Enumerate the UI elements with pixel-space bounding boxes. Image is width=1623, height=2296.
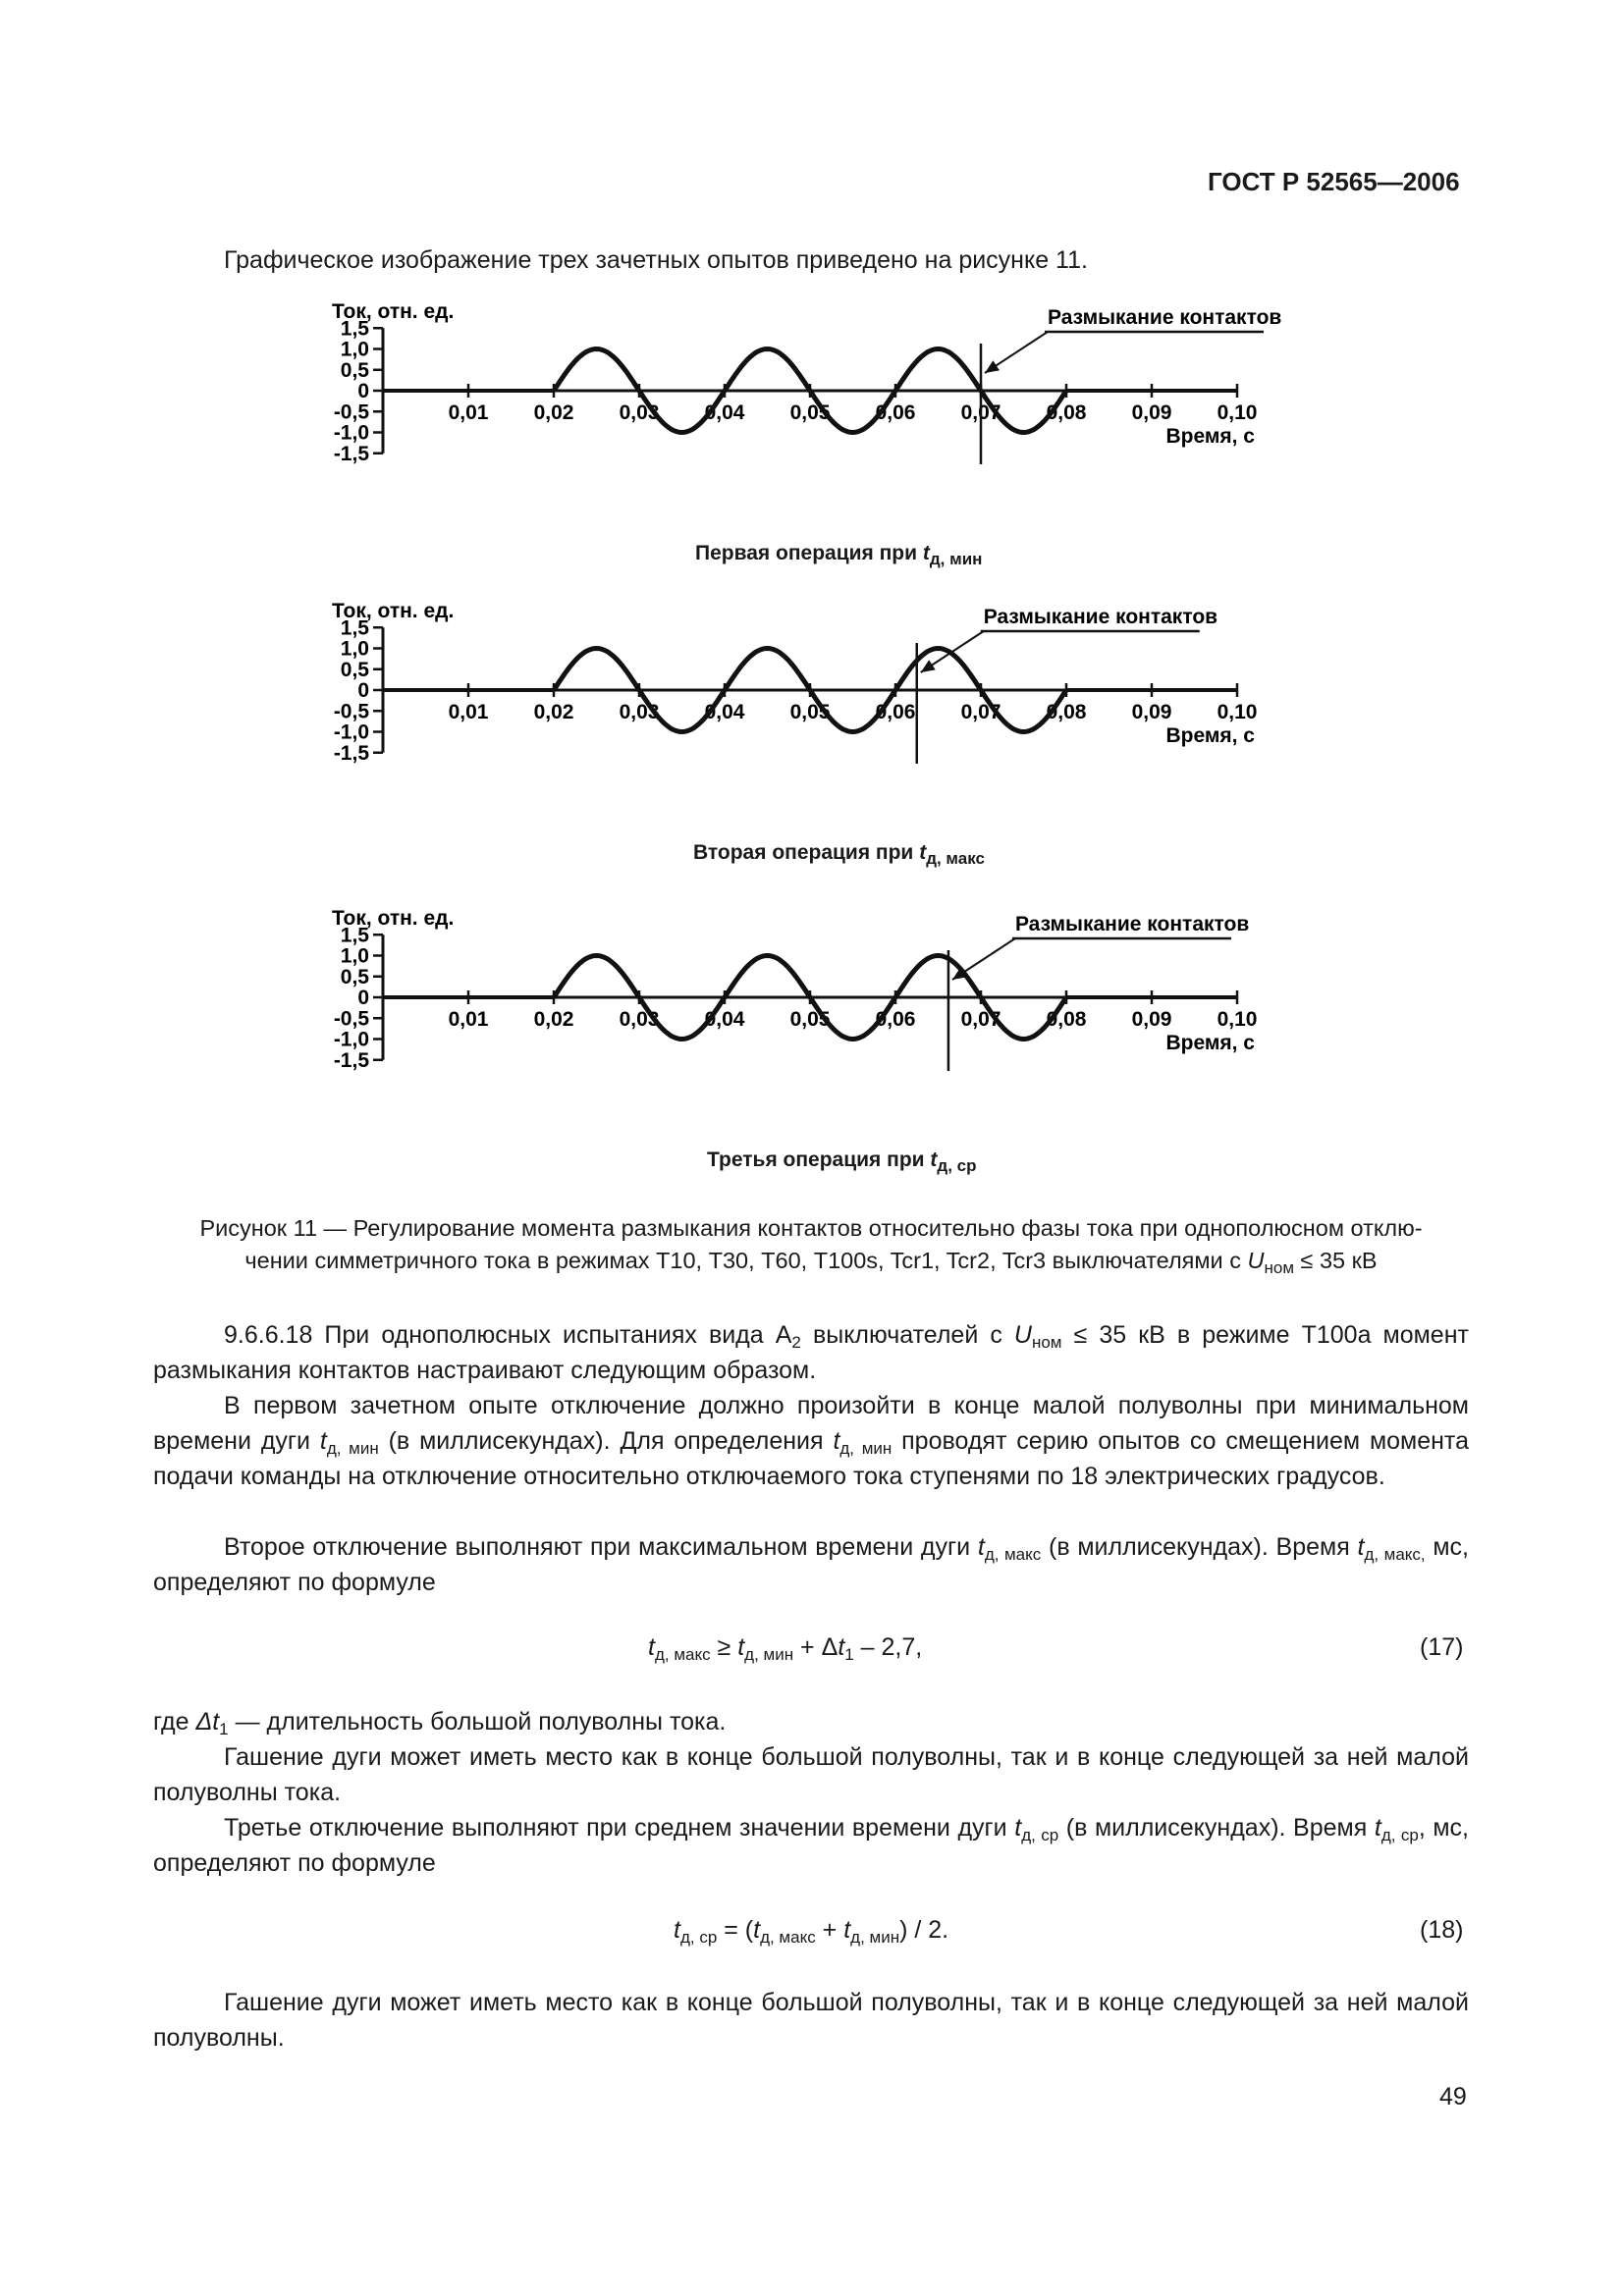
figure-caption: Рисунок 11 — Регулирование момента размыкания контактов относительно фазы тока при однополюсном отклю- чении симметричного тока в режимах Т10, Т30, Т60, Т100s, Tcr1, Tcr2, Tcr3 выключателями с $U_{ном} \le 35$ кВ <box>199 1215 1423 1277</box>
page-number: 49 <box>1439 2083 1467 2110</box>
y-axis-label: Ток, отн. ед. <box>332 600 455 622</box>
x-tick-label: 0,01 <box>448 701 489 723</box>
x-tick-label: 0,07 <box>960 701 1001 723</box>
chart-2-caption: Вторая операция при $t_{д, макс}$ <box>693 841 985 868</box>
y-tick-label: 0 <box>357 679 369 702</box>
paragraph-9-6-6-18: 9.6.6.18 При однополюсных испытаниях вида $А_2$ выключателей с $U_{ном} \le 35$ кВ в режиме Т100а момент размыкания контактов настраивают следующим образом. <box>153 1321 1469 1384</box>
x-tick-label: 0,10 <box>1217 701 1258 723</box>
paragraph-arc-extinction-1: Гашение дуги может иметь место как в конце большой полуволны, так и в конце следующей за ней малой полуволны тока. <box>153 1743 1469 1806</box>
x-tick-label: 0,06 <box>875 701 916 723</box>
x-tick-label: 0,04 <box>704 401 745 424</box>
chart-1-caption: Первая операция при $t_{д, мин}$ <box>695 542 983 568</box>
x-tick-label: 0,10 <box>1217 1008 1258 1031</box>
document-code: ГОСТ Р 52565—2006 <box>1208 167 1460 196</box>
chart-2 <box>295 589 1394 883</box>
y-axis-label: Ток, отн. ед. <box>332 300 455 323</box>
chart-3-caption: Третья операция при $t_{д, ср}$ <box>707 1148 977 1175</box>
y-tick-label: -0,5 <box>333 700 369 723</box>
x-tick-label: 0,09 <box>1131 701 1172 723</box>
y-tick-label: 1,5 <box>340 924 369 947</box>
paragraph-third-test: Третье отключение выполняют при среднем значении времени дуги $t_{д, ср}$ (в миллисекундах). Время $t_{д, ср}$, мс, определяют по формуле <box>153 1814 1469 1877</box>
chart-1 <box>295 290 1394 584</box>
y-tick-label: -1,0 <box>333 421 369 445</box>
intro-text: Графическое изображение трех зачетных опытов приведено на рисунке 11. <box>224 246 1088 274</box>
annotation-label: Размыкание контактов <box>1014 913 1250 935</box>
arrow-head <box>985 360 1000 373</box>
y-tick-label: -0,5 <box>333 400 369 424</box>
x-tick-label: 0,01 <box>448 401 489 424</box>
y-tick-label: 1,0 <box>340 338 369 361</box>
x-axis-label: Время, с <box>1165 1032 1255 1054</box>
equation-number-17: (17) <box>1420 1633 1464 1661</box>
x-tick-label: 0,02 <box>533 401 574 424</box>
x-tick-label: 0,03 <box>619 1008 660 1031</box>
y-tick-label: 1,5 <box>340 616 369 640</box>
x-tick-label: 0,08 <box>1046 1008 1087 1031</box>
x-tick-label: 0,04 <box>704 1008 745 1031</box>
x-tick-label: 0,07 <box>960 401 1001 424</box>
annotation-label: Размыкание контактов <box>983 606 1218 628</box>
x-tick-label: 0,09 <box>1131 401 1172 424</box>
x-axis-label: Время, с <box>1165 724 1255 747</box>
y-tick-label: 0,5 <box>340 658 369 681</box>
x-axis-label: Время, с <box>1165 425 1255 448</box>
x-tick-label: 0,08 <box>1046 701 1087 723</box>
x-tick-label: 0,06 <box>875 1008 916 1031</box>
y-tick-label: 0,5 <box>340 965 369 988</box>
x-tick-label: 0,09 <box>1131 1008 1172 1031</box>
x-tick-label: 0,02 <box>533 701 574 723</box>
paragraph-second-test: Второе отключение выполняют при максимальном времени дуги $t_{д, макс}$ (в миллисекундах). Время $t_{д, макс,}$ мс, определяют по формуле <box>153 1533 1469 1596</box>
x-tick-label: 0,03 <box>619 401 660 424</box>
y-tick-label: -1,0 <box>333 1028 369 1051</box>
x-tick-label: 0,01 <box>448 1008 489 1031</box>
y-tick-label: -1,0 <box>333 721 369 744</box>
y-tick-label: 1,5 <box>340 317 369 341</box>
x-tick-label: 0,03 <box>619 701 660 723</box>
y-tick-label: 1,0 <box>340 637 369 661</box>
x-tick-label: 0,02 <box>533 1008 574 1031</box>
y-tick-label: 0 <box>357 380 369 402</box>
formula-18: $t_{д, ср} = (t_{д, макс} + t_{д, мин}) / 2$. <box>674 1916 949 1947</box>
y-axis-label: Ток, отн. ед. <box>332 907 455 930</box>
y-tick-label: -1,5 <box>333 741 369 765</box>
annotation-label: Размыкание контактов <box>1048 306 1282 329</box>
x-tick-label: 0,05 <box>789 1008 831 1031</box>
x-tick-label: 0,10 <box>1217 401 1258 424</box>
y-tick-label: -0,5 <box>333 1007 369 1031</box>
y-tick-label: -1,5 <box>333 442 369 465</box>
equation-number-18: (18) <box>1420 1916 1464 1944</box>
paragraph-arc-extinction-2: Гашение дуги может иметь место как в конце большой полуволны, так и в конце следующей за ней малой полуволны. <box>153 1989 1469 2052</box>
x-tick-label: 0,05 <box>789 401 831 424</box>
paragraph-first-test: В первом зачетном опыте отключение должно произойти в конце малой полуволны при минимальном времени дуги $t_{д, мин}$ (в миллисекундах). Для определения $t_{д, мин}$ проводят серию опытов со смещением момента подачи команды на отключение относительно отключаемого тока ступенями по 18 электрических градусов. <box>153 1392 1470 1490</box>
y-tick-label: -1,5 <box>333 1048 369 1072</box>
formula-17: $t_{д, макс} \ge t_{д, мин} + \Delta t_1 - 2,7$, <box>648 1633 923 1664</box>
chart-3 <box>295 896 1394 1191</box>
y-tick-label: 1,0 <box>340 944 369 968</box>
y-tick-label: 0,5 <box>340 358 369 382</box>
x-tick-label: 0,06 <box>875 401 916 424</box>
y-tick-label: 0 <box>357 987 369 1009</box>
x-tick-label: 0,07 <box>960 1008 1001 1031</box>
x-tick-label: 0,05 <box>789 701 831 723</box>
x-tick-label: 0,04 <box>704 701 745 723</box>
paragraph-where: где $\Delta t_1$ — длительность большой полуволны тока. <box>153 1708 727 1738</box>
arrow-head <box>921 660 936 672</box>
x-tick-label: 0,08 <box>1046 401 1087 424</box>
